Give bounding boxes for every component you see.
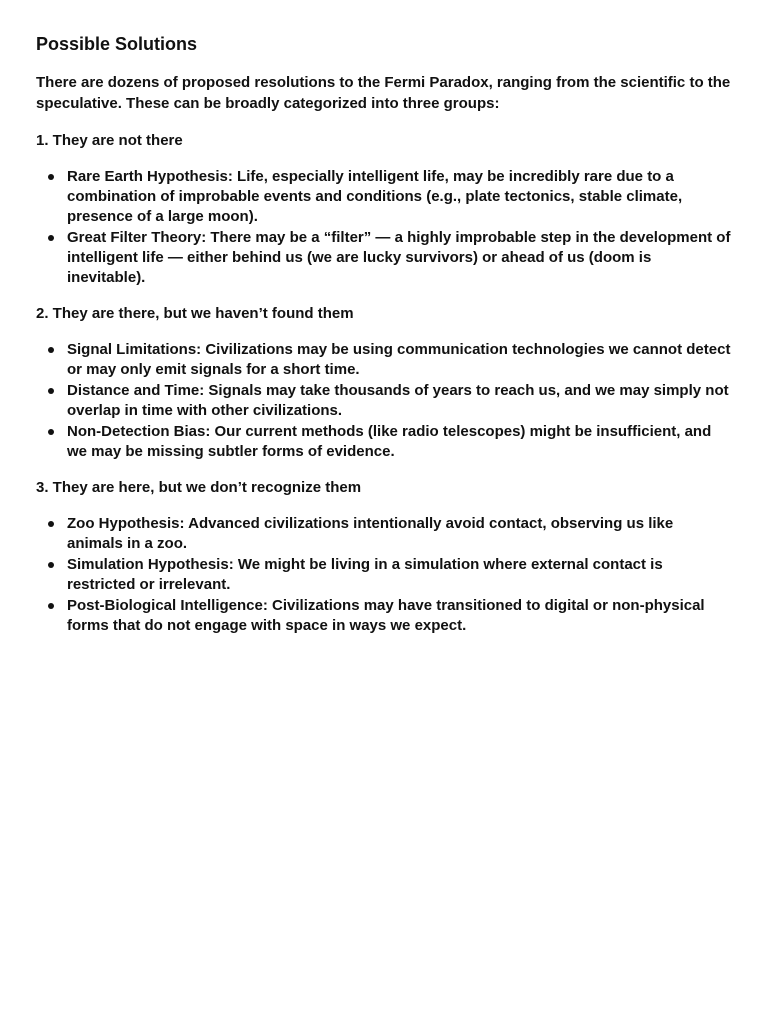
group-1 — [36, 130, 732, 288]
bullet-icon — [48, 174, 54, 180]
list-item-text: Non-Detection Bias: Our current methods (like radio telescopes) might be insufficient, and we may be missing subtler forms of evidence. — [67, 423, 712, 460]
list-item — [36, 555, 732, 595]
list-item — [36, 381, 732, 421]
bullet-icon — [48, 347, 54, 353]
list-item — [36, 596, 732, 636]
list-item-text: Signal Limitations: Civilizations may be using communication technologies we cannot detect or may only emit signals for a short time. — [67, 341, 731, 378]
list-item — [36, 422, 732, 462]
list-item-text: Great Filter Theory: There may be a “filter” — a highly improbable step in the development of intelligent life — either behind us (we are lucky survivors) or ahead of us (doom is inevitable). — [67, 229, 731, 286]
group-3 — [36, 477, 732, 636]
bullet-icon — [48, 388, 54, 394]
group-list — [36, 167, 732, 288]
bullet-icon — [48, 603, 54, 609]
list-item — [36, 228, 732, 288]
list-item — [36, 514, 732, 554]
bullet-icon — [48, 235, 54, 241]
bullet-icon — [48, 562, 54, 568]
group-heading: 2. They are there, but we haven’t found them — [36, 305, 354, 322]
group-heading: 1. They are not there — [36, 132, 183, 149]
group-list — [36, 514, 732, 636]
intro-paragraph: There are dozens of proposed resolutions to the Fermi Paradox, ranging from the scientific to the speculative. These can be broadly categorized into three groups: — [36, 74, 731, 112]
list-item — [36, 340, 732, 380]
list-item-text: Distance and Time: Signals may take thousands of years to reach us, and we may simply not overlap in time with other civilizations. — [67, 382, 729, 419]
group-2 — [36, 303, 732, 462]
list-item — [36, 167, 732, 227]
group-heading: 3. They are here, but we don’t recognize them — [36, 479, 362, 496]
bullet-icon — [48, 521, 54, 527]
list-item-text: Simulation Hypothesis: We might be living in a simulation where external contact is restricted or irrelevant. — [67, 556, 663, 593]
list-item-text: Rare Earth Hypothesis: Life, especially intelligent life, may be incredibly rare due to a combination of improbable events and conditions (e.g., plate tectonics, stable climate, presence of a large moon). — [67, 168, 683, 225]
list-item-text: Zoo Hypothesis: Advanced civilizations intentionally avoid contact, observing us like animals in a zoo. — [67, 515, 674, 552]
page-title: Possible Solutions — [36, 34, 198, 54]
group-list — [36, 340, 732, 462]
list-item-text: Post-Biological Intelligence: Civilizations may have transitioned to digital or non-physical forms that do not engage with space in ways we expect. — [67, 597, 705, 634]
bullet-icon — [48, 429, 54, 435]
